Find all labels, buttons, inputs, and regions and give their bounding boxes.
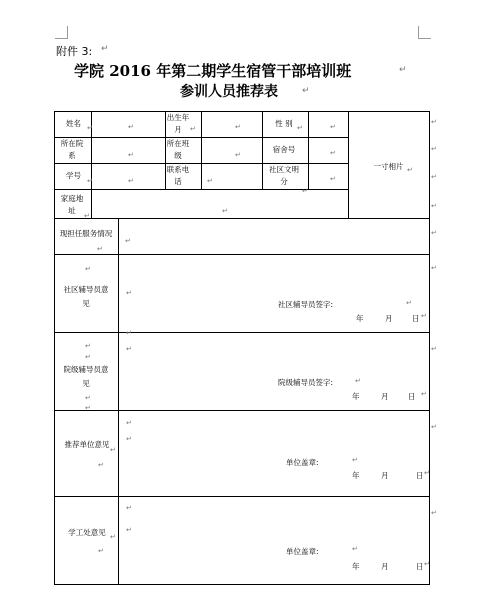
civil-value-cell[interactable] <box>309 164 349 190</box>
dorm-value-cell[interactable] <box>309 138 349 164</box>
office-date-day: 日 <box>416 562 424 571</box>
return-mark: ↵ <box>399 65 407 75</box>
return-mark: ↵ <box>302 86 310 96</box>
class-value-cell[interactable] <box>202 138 263 164</box>
gender-value-cell[interactable] <box>309 112 349 138</box>
office-opinion-label-cell <box>55 497 119 585</box>
document-subtitle: 参训人员推荐表 <box>180 84 278 100</box>
address-label: 家庭地址 <box>60 194 84 215</box>
phone-label: 联系电话 <box>166 165 190 186</box>
address-value-cell[interactable] <box>92 190 349 219</box>
community-date-day: 日 <box>412 314 420 323</box>
college-date-month: 月 <box>381 392 389 401</box>
student-id-label: 学号 <box>66 171 81 180</box>
unit-opinion-label: 推荐单位意见 <box>64 440 110 449</box>
college-date-day: 日 <box>408 392 416 401</box>
photo-label: 一寸相片 <box>373 162 404 171</box>
crop-mark-top-right <box>418 26 431 39</box>
civil-label: 社区文明分 <box>269 165 299 186</box>
unit-opinion-label-cell <box>55 411 119 497</box>
community-opinion-value-cell[interactable] <box>119 255 430 333</box>
community-date-year: 年 <box>356 314 364 323</box>
office-opinion-label: 学工处意见 <box>68 528 106 537</box>
unit-seal-label: 单位盖章: <box>286 458 319 467</box>
office-seal-label: 单位盖章: <box>286 547 319 556</box>
unit-date-year: 年 <box>352 471 360 480</box>
crop-mark-top-left <box>55 26 68 39</box>
office-date-month: 月 <box>381 562 389 571</box>
name-label: 姓名 <box>66 119 81 128</box>
dorm-label: 宿舍号 <box>272 145 296 154</box>
attachment-label: 附件 3: <box>56 45 93 58</box>
office-date-year: 年 <box>352 562 360 571</box>
duty-label: 现担任服务情况 <box>59 229 113 238</box>
gender-label: 性 别 <box>275 119 293 128</box>
college-label: 所在院系 <box>60 139 84 160</box>
document-title: 学院 2016 年第二期学生宿管干部培训班 <box>74 62 352 80</box>
unit-opinion-value-cell[interactable] <box>119 411 430 497</box>
birth-value-cell[interactable] <box>202 112 263 138</box>
birth-label: 出生年月 <box>166 113 190 134</box>
college-sign-label: 院级辅导员签字: <box>278 378 334 387</box>
community-sign-label: 社区辅导员签字: <box>278 300 334 309</box>
unit-date-month: 月 <box>381 471 389 480</box>
community-opinion-label: 社区辅导员意见 <box>63 285 109 308</box>
unit-date-day: 日 <box>416 471 424 480</box>
class-label: 所在班级 <box>166 139 190 160</box>
recommendation-form-table <box>54 111 430 585</box>
college-date-year: 年 <box>352 392 360 401</box>
return-mark: ↵ <box>101 44 109 54</box>
community-date-month: 月 <box>385 314 393 323</box>
duty-value-cell[interactable] <box>119 219 430 255</box>
college-opinion-label: 院级辅导员意见 <box>63 365 109 388</box>
